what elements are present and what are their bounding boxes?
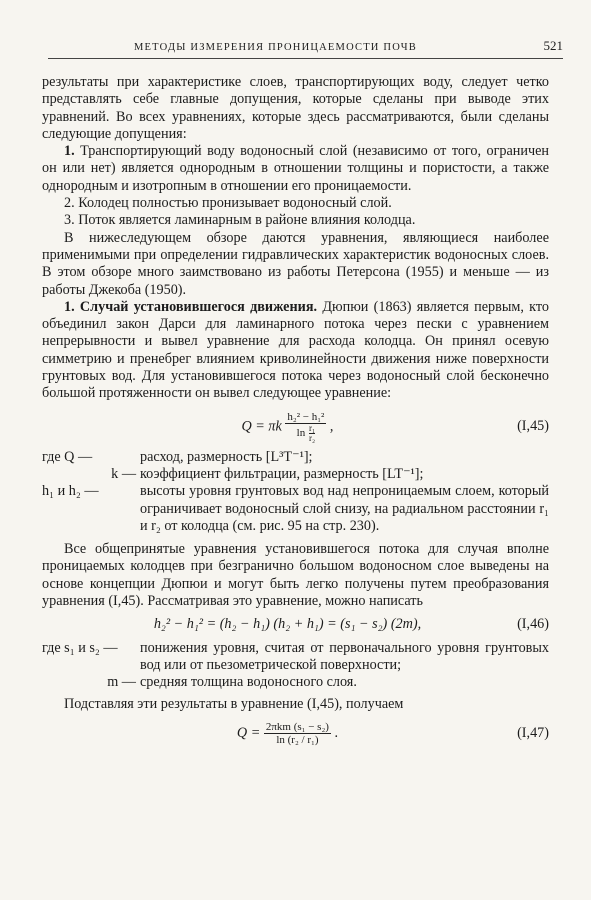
definition-text: коэффициент фильтрации, размерность [LT⁻¹];: [140, 465, 424, 482]
assumption-2: 2. Колодец полностью пронизывает водоносный слой.: [64, 195, 392, 212]
fraction-numerator: 2πkm (s₁ − s₂): [265, 720, 329, 733]
running-header: [48, 38, 563, 59]
definition-row: [42, 483, 549, 535]
fraction-denominator: [295, 424, 317, 443]
equation-1-45: [42, 411, 549, 443]
equation-lhs: Q =: [236, 724, 261, 741]
equation-1-47: [42, 721, 549, 746]
equation-number: (I,47): [517, 724, 549, 741]
definition-row: [42, 640, 549, 675]
equation-number: (I,46): [517, 616, 549, 633]
section-heading: 1. Случай установившегося движения.: [64, 298, 318, 315]
paragraph: Все общепринятые уравнения установившегося потока для случая вполне проницаемых колодцев при безгранично большом водоносном слое выведены на основе концепции Дюпюи и могут быть легко получены путем преобразования уравнения (I,45). Рассматривая это уравнение, можно написать: [42, 541, 549, 610]
equation-number: (I,45): [517, 417, 549, 434]
running-title: МЕТОДЫ ИЗМЕРЕНИЯ ПРОНИЦАЕМОСТИ ПОЧВ: [134, 42, 417, 53]
definition-symbol: где Q —: [42, 448, 93, 465]
paragraph: Подставляя эти результаты в уравнение (I,45), получаем: [64, 695, 404, 712]
definition-symbol: где s₁ и s₂ —: [42, 639, 118, 656]
fraction-numerator: h₂² − h₁²: [287, 410, 325, 423]
definitions-list: [42, 449, 549, 535]
definition-symbol: m —: [107, 674, 136, 691]
section-paragraph: [42, 299, 549, 403]
equation-lhs: Q = πk: [241, 417, 282, 434]
assumption-1: [42, 143, 549, 195]
log-operator: ln: [296, 426, 306, 439]
equation-tail: .: [334, 724, 339, 741]
equation-fraction: [285, 411, 326, 443]
definition-text: расход, размерность [L³T⁻¹];: [140, 448, 313, 465]
definition-symbol: h₁ и h₂ —: [42, 483, 99, 500]
assumption-number: 1.: [64, 143, 75, 160]
fraction-denominator: ln (r₂ / r₁): [276, 733, 319, 746]
definition-row: [42, 674, 549, 691]
paragraph: В нижеследующем обзоре даются уравнения, являющиеся наиболее применимыми при определении гидравлических характеристик водоносных слоев. В этом обзоре много заимствовано из работы Петерсона (1955) и меньше — из работы Джекоба (1950).: [42, 229, 549, 298]
ratio-bottom: r₂: [308, 432, 316, 443]
ratio-top: r₁: [308, 422, 316, 433]
assumption-3: 3. Поток является ламинарным в районе влияния колодца.: [64, 212, 416, 229]
page-number: 521: [543, 38, 563, 53]
equation-tail: ,: [329, 417, 334, 434]
assumption-text: Транспортирующий воду водоносный слой (независимо от того, ограничен он или нет) является однородным в отношении толщины и пористости, а также однородным и изотропным в отношении его проницаемости.: [42, 143, 550, 194]
equation-1-46: [42, 616, 549, 633]
definition-text: средняя толщина водоносного слоя.: [140, 674, 357, 691]
page-body: [42, 74, 549, 750]
definition-row: [42, 466, 549, 483]
definition-symbol: k —: [111, 465, 136, 482]
definition-text: понижения уровня, считая от первоначального уровня грунтовых вод или от пьезометрической поверхности;: [140, 639, 549, 673]
paragraph: результаты при характеристике слоев, транспортирующих воду, следует четко представлять себе главные допущения, которые сделаны при выводе этих уравнений. Во всех уравнениях, которые здесь рассматриваются, были сделаны следующие допущения:: [42, 74, 549, 142]
ratio: [309, 424, 315, 443]
equation-text: h₂² − h₁² = (h₂ − h₁) (h₂ + h₁) = (s₁ − s₂) (2m),: [153, 616, 422, 633]
equation-fraction: [264, 721, 331, 746]
definitions-list: [42, 640, 549, 692]
section-text: Дюпюи (1863) является первым, кто объединил закон Дарси для ламинарного потока через пески с уравнением непрерывности и вывел уравнение для расхода колодца. Он принял осевую симметрию и пренебрег влиянием криволинейности движения ниже поверхности грунтовых вод. Для установившегося потока через водоносный слой бесконечно большой протяженности он вывел следующее уравнение:: [42, 298, 549, 402]
definition-text: высоты уровня грунтовых вод над непроницаемым слоем, который ограничивает водоносный слой снизу, на радиальном расстоянии r₁ и r₂ от колодца (см. рис. 95 на стр. 230).: [140, 483, 549, 534]
definition-row: [42, 449, 549, 466]
